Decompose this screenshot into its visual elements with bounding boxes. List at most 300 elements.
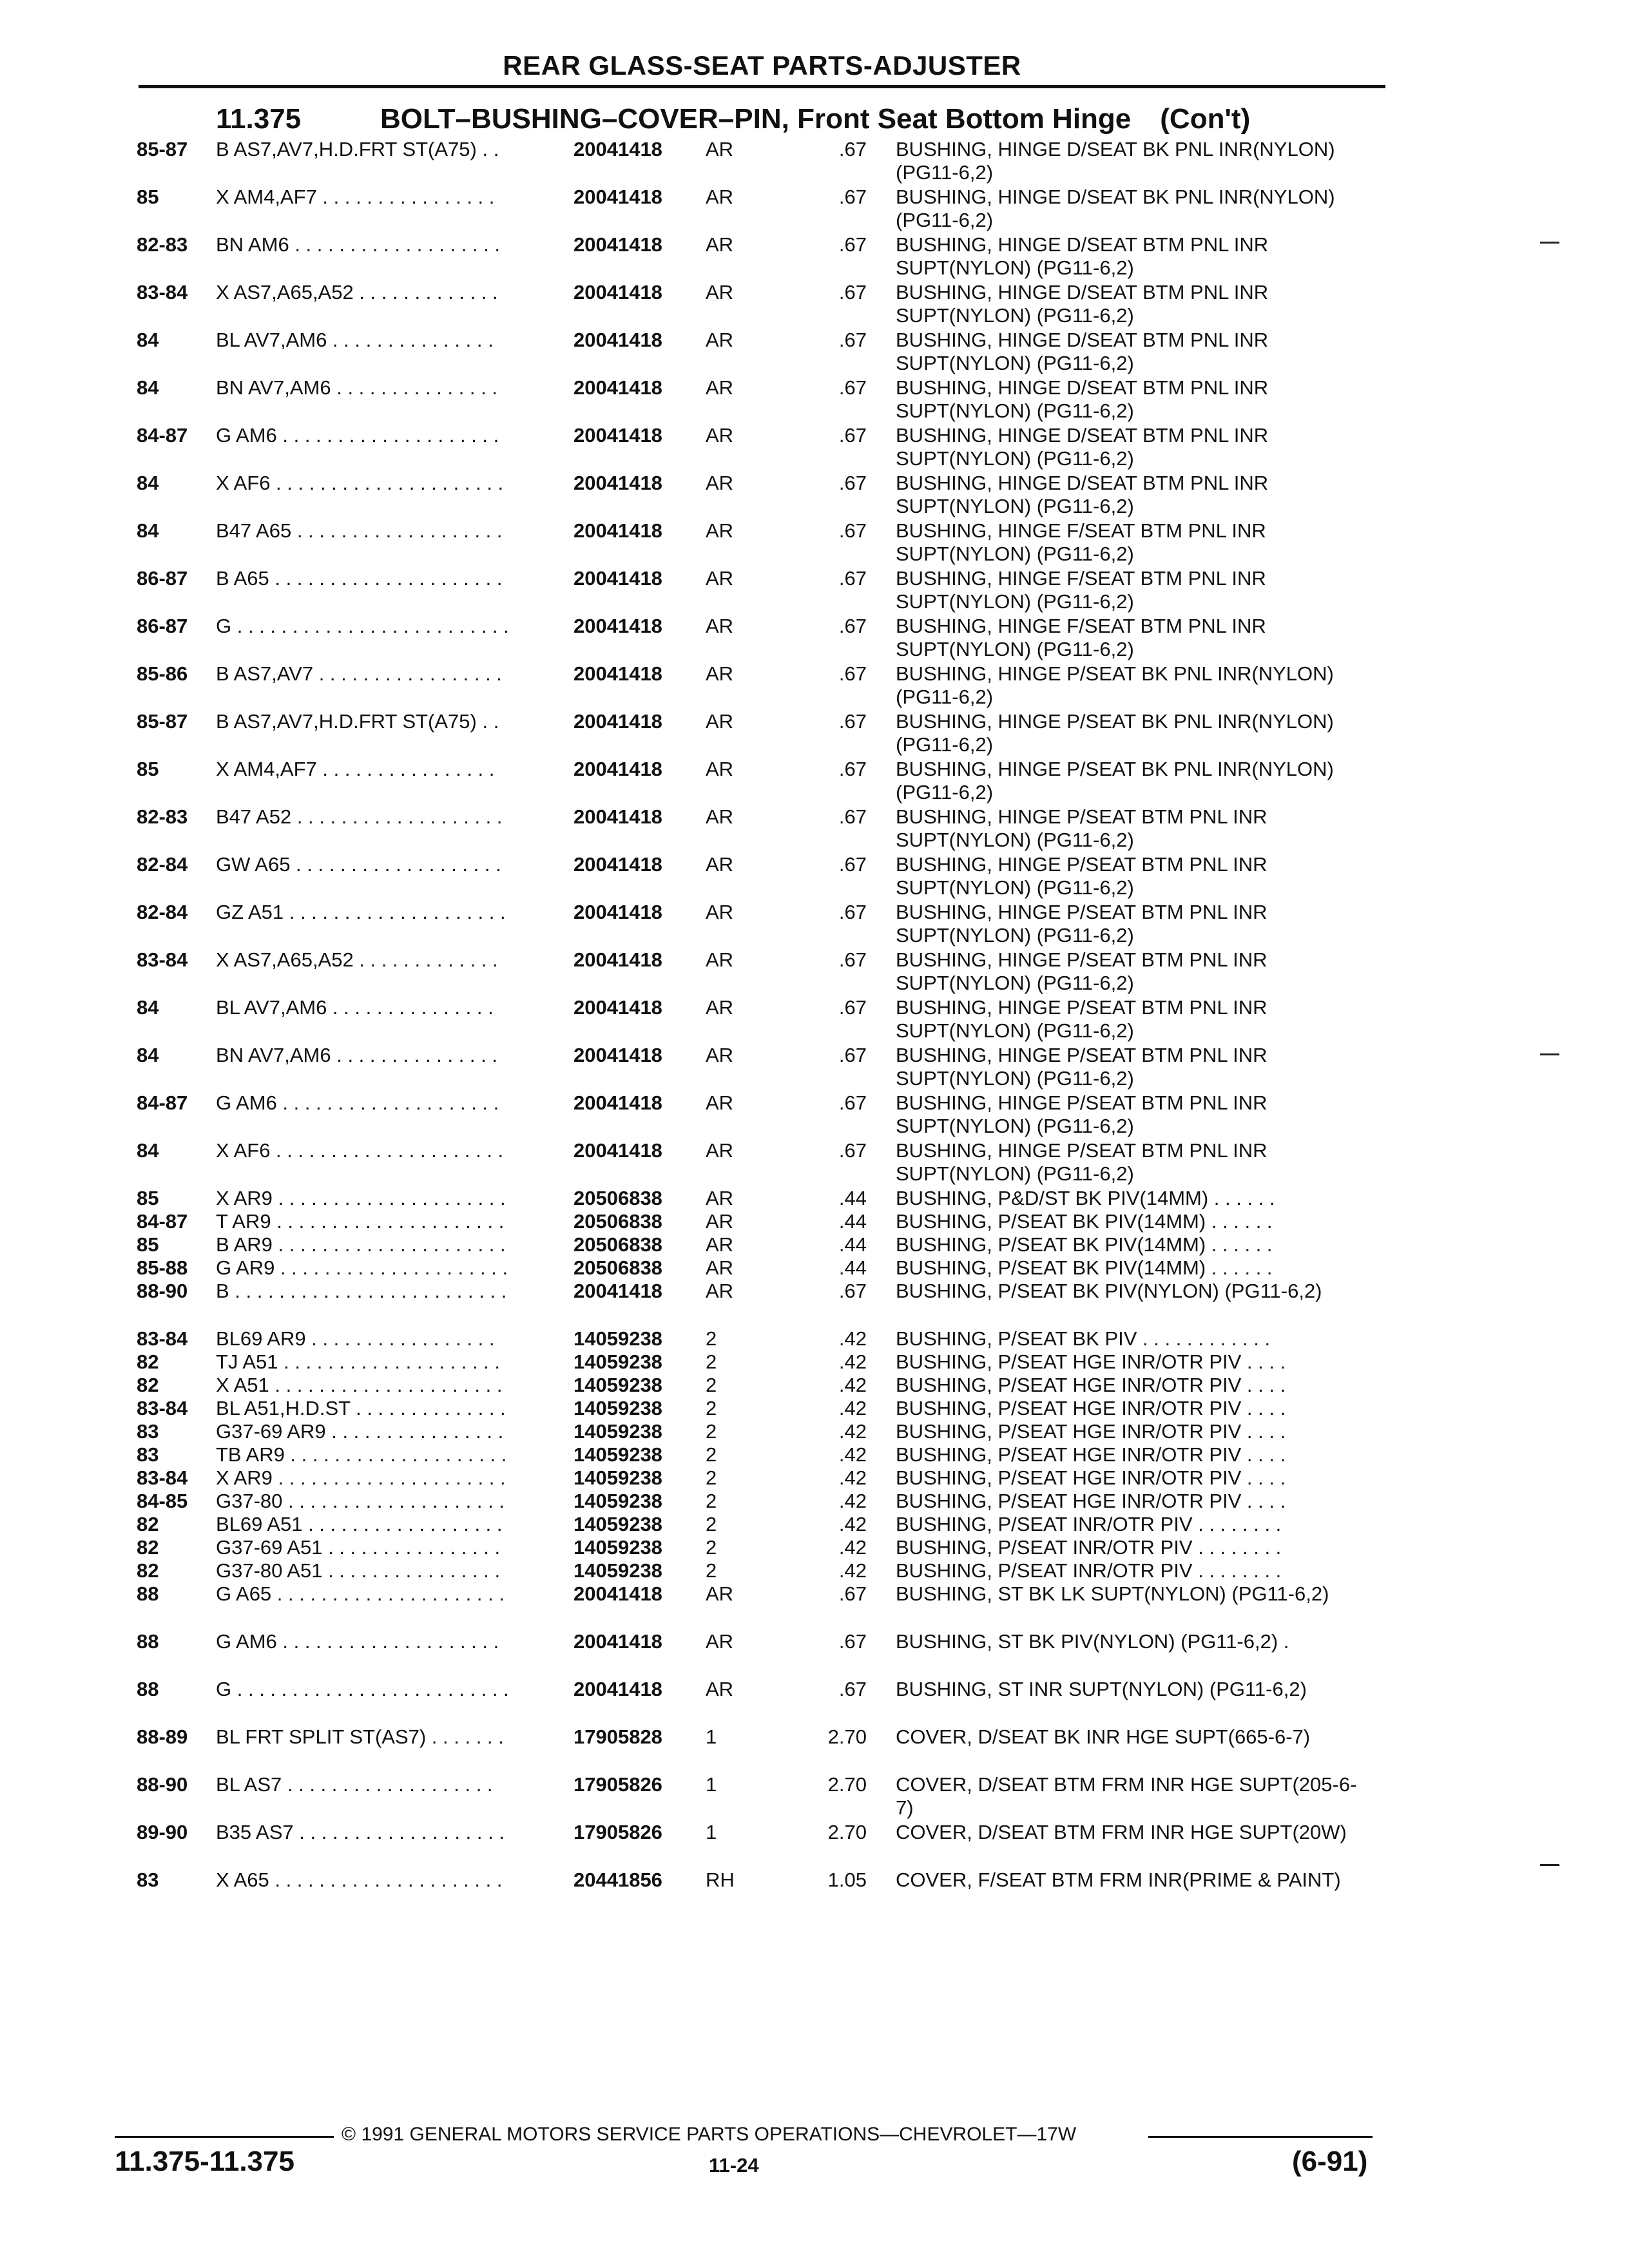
part-row: [0, 233, 1629, 281]
price: .67: [838, 615, 867, 637]
part-name: BUSHING, P/SEAT BK PIV(NYLON) (PG11-6,2): [896, 1280, 1322, 1302]
part-number: 17905826: [574, 1773, 662, 1796]
part-row: [0, 996, 1629, 1044]
part-name: BUSHING, HINGE D/SEAT BK PNL INR(NYLON) (PG11-6,2): [896, 138, 1335, 184]
part-number: 20041418: [574, 615, 662, 637]
year-range: 85-87: [137, 710, 188, 733]
quantity: AR: [706, 519, 734, 542]
price: .67: [838, 186, 867, 208]
quantity: AR: [706, 996, 734, 1019]
part-name: BUSHING, P/SEAT HGE INR/OTR PIV . . . .: [896, 1420, 1286, 1443]
part-row: [0, 1327, 1629, 1350]
part-row: [0, 948, 1629, 996]
part-row: [0, 186, 1629, 233]
model-description: G37-80 . . . . . . . . . . . . . . . . . . . .: [216, 1490, 505, 1512]
quantity: AR: [706, 662, 734, 685]
quantity: AR: [706, 329, 734, 351]
part-name: BUSHING, HINGE D/SEAT BTM PNL INR SUPT(NYLON) (PG11-6,2): [896, 424, 1269, 470]
year-range: 83-84: [137, 281, 188, 303]
margin-mark: [1540, 1864, 1559, 1866]
price: .67: [838, 948, 867, 971]
price: .67: [838, 662, 867, 685]
model-description: G37-69 A51 . . . . . . . . . . . . . . . .: [216, 1536, 501, 1559]
part-name: BUSHING, HINGE D/SEAT BTM PNL INR SUPT(NYLON) (PG11-6,2): [896, 281, 1269, 327]
part-row: [0, 1630, 1629, 1678]
model-description: B AS7,AV7,H.D.FRT ST(A75) . .: [216, 710, 499, 733]
part-row: [0, 1869, 1629, 1916]
quantity: AR: [706, 1044, 734, 1066]
year-range: 84: [137, 996, 159, 1019]
model-description: G AM6 . . . . . . . . . . . . . . . . . . . .: [216, 1630, 499, 1653]
part-row: [0, 1773, 1629, 1821]
model-description: X AM4,AF7 . . . . . . . . . . . . . . . .: [216, 758, 495, 780]
quantity: AR: [706, 424, 734, 447]
year-range: 86-87: [137, 567, 188, 590]
part-number: 14059238: [574, 1490, 662, 1512]
quantity: AR: [706, 281, 734, 303]
year-range: 82-83: [137, 805, 188, 828]
part-row: [0, 1678, 1629, 1725]
quantity: 1: [706, 1773, 717, 1796]
part-name: BUSHING, HINGE D/SEAT BTM PNL INR SUPT(NYLON) (PG11-6,2): [896, 329, 1269, 374]
part-name: BUSHING, HINGE P/SEAT BK PNL INR(NYLON) (PG11-6,2): [896, 662, 1334, 708]
price: .67: [838, 138, 867, 160]
part-row: [0, 1466, 1629, 1490]
quantity: AR: [706, 233, 734, 256]
year-range: 82: [137, 1374, 159, 1396]
model-description: GZ A51 . . . . . . . . . . . . . . . . . . . .: [216, 901, 506, 923]
part-number: 20041418: [574, 758, 662, 780]
year-range: 84: [137, 519, 159, 542]
price: .42: [838, 1374, 867, 1396]
year-range: 82: [137, 1513, 159, 1535]
part-number: 20506838: [574, 1233, 662, 1256]
quantity: AR: [706, 1678, 734, 1700]
model-description: B AS7,AV7 . . . . . . . . . . . . . . . . .: [216, 662, 502, 685]
part-row: [0, 1443, 1629, 1466]
price: .44: [838, 1187, 867, 1209]
quantity: 2: [706, 1466, 717, 1489]
price: .67: [838, 424, 867, 447]
part-number: 20041418: [574, 1139, 662, 1162]
model-description: BN AM6 . . . . . . . . . . . . . . . . . . .: [216, 233, 500, 256]
part-row: [0, 853, 1629, 901]
part-name: BUSHING, P&D/ST BK PIV(14MM) . . . . . .: [896, 1187, 1275, 1209]
part-number: 14059238: [574, 1536, 662, 1559]
model-description: B35 AS7 . . . . . . . . . . . . . . . . . . .: [216, 1821, 505, 1843]
price: 2.70: [827, 1725, 867, 1748]
price: .42: [838, 1490, 867, 1512]
price: .67: [838, 758, 867, 780]
price: .44: [838, 1256, 867, 1279]
part-name: BUSHING, HINGE P/SEAT BK PNL INR(NYLON) (PG11-6,2): [896, 758, 1334, 803]
part-name: BUSHING, P/SEAT HGE INR/OTR PIV . . . .: [896, 1490, 1286, 1512]
quantity: AR: [706, 1280, 734, 1302]
price: .67: [838, 1678, 867, 1700]
part-row: [0, 376, 1629, 424]
part-number: 20041418: [574, 1630, 662, 1653]
part-number: 20041418: [574, 710, 662, 733]
year-range: 85: [137, 758, 159, 780]
part-row: [0, 1513, 1629, 1536]
part-row: [0, 1374, 1629, 1397]
part-number: 20041418: [574, 329, 662, 351]
price: .67: [838, 472, 867, 494]
price: .67: [838, 329, 867, 351]
part-name: BUSHING, HINGE F/SEAT BTM PNL INR SUPT(NYLON) (PG11-6,2): [896, 567, 1266, 613]
part-row: [0, 615, 1629, 662]
model-description: X A51 . . . . . . . . . . . . . . . . . . . . .: [216, 1374, 503, 1396]
quantity: 2: [706, 1350, 717, 1373]
year-range: 82: [137, 1559, 159, 1582]
quantity: AR: [706, 1139, 734, 1162]
part-row: [0, 1559, 1629, 1582]
year-range: 83-84: [137, 1327, 188, 1350]
quantity: AR: [706, 472, 734, 494]
quantity: AR: [706, 138, 734, 160]
section-title: BOLT–BUSHING–COVER–PIN, Front Seat Bottom Hinge: [380, 103, 1132, 135]
year-range: 82-84: [137, 853, 188, 876]
part-number: 14059238: [574, 1327, 662, 1350]
part-row: [0, 662, 1629, 710]
part-row: [0, 805, 1629, 853]
part-name: COVER, D/SEAT BK INR HGE SUPT(665-6-7): [896, 1725, 1311, 1748]
price: .67: [838, 233, 867, 256]
part-name: COVER, D/SEAT BTM FRM INR HGE SUPT(20W): [896, 1821, 1347, 1843]
part-name: COVER, F/SEAT BTM FRM INR(PRIME & PAINT): [896, 1869, 1341, 1891]
part-name: BUSHING, P/SEAT HGE INR/OTR PIV . . . .: [896, 1350, 1286, 1373]
price: .42: [838, 1327, 867, 1350]
part-name: BUSHING, HINGE P/SEAT BTM PNL INR SUPT(NYLON) (PG11-6,2): [896, 901, 1268, 947]
revision-date: (6-91): [1292, 2146, 1368, 2177]
year-range: 83-84: [137, 1397, 188, 1419]
part-row: [0, 1280, 1629, 1327]
quantity: AR: [706, 710, 734, 733]
part-row: [0, 472, 1629, 519]
year-range: 85-87: [137, 138, 188, 160]
price: 2.70: [827, 1773, 867, 1796]
price: .67: [838, 567, 867, 590]
quantity: AR: [706, 805, 734, 828]
part-number: 17905826: [574, 1821, 662, 1843]
part-name: BUSHING, HINGE D/SEAT BTM PNL INR SUPT(NYLON) (PG11-6,2): [896, 233, 1269, 279]
part-row: [0, 1420, 1629, 1443]
part-number: 20041418: [574, 424, 662, 447]
part-name: BUSHING, P/SEAT HGE INR/OTR PIV . . . .: [896, 1397, 1286, 1419]
year-range: 84-87: [137, 1210, 188, 1233]
part-name: BUSHING, HINGE P/SEAT BTM PNL INR SUPT(NYLON) (PG11-6,2): [896, 996, 1268, 1042]
price: .67: [838, 805, 867, 828]
quantity: 2: [706, 1327, 717, 1350]
quantity: RH: [706, 1869, 735, 1891]
model-description: G AR9 . . . . . . . . . . . . . . . . . . . . .: [216, 1256, 508, 1279]
price: .44: [838, 1233, 867, 1256]
section-heading: [216, 103, 1250, 135]
price: .67: [838, 996, 867, 1019]
part-name: BUSHING, P/SEAT HGE INR/OTR PIV . . . .: [896, 1374, 1286, 1396]
price: .67: [838, 710, 867, 733]
page-number: 11-24: [709, 2154, 759, 2177]
part-name: BUSHING, ST BK PIV(NYLON) (PG11-6,2) .: [896, 1630, 1289, 1653]
part-name: BUSHING, HINGE P/SEAT BTM PNL INR SUPT(NYLON) (PG11-6,2): [896, 853, 1268, 899]
model-description: G37-80 A51 . . . . . . . . . . . . . . . .: [216, 1559, 501, 1582]
quantity: AR: [706, 948, 734, 971]
year-range: 82: [137, 1350, 159, 1373]
model-description: X AS7,A65,A52 . . . . . . . . . . . . .: [216, 948, 498, 971]
price: .67: [838, 1139, 867, 1162]
year-range: 85: [137, 1187, 159, 1209]
part-name: BUSHING, HINGE D/SEAT BTM PNL INR SUPT(NYLON) (PG11-6,2): [896, 472, 1269, 517]
quantity: AR: [706, 567, 734, 590]
price: .67: [838, 1582, 867, 1605]
margin-mark: [1540, 1053, 1559, 1055]
section-continued: (Con't): [1160, 103, 1251, 135]
part-number: 14059238: [574, 1374, 662, 1396]
quantity: AR: [706, 1233, 734, 1256]
year-range: 84: [137, 1044, 159, 1066]
quantity: 2: [706, 1559, 717, 1582]
year-range: 82: [137, 1536, 159, 1559]
part-number: 20041418: [574, 233, 662, 256]
part-row: [0, 1256, 1629, 1280]
model-description: B AR9 . . . . . . . . . . . . . . . . . . . . .: [216, 1233, 506, 1256]
model-description: X AM4,AF7 . . . . . . . . . . . . . . . .: [216, 186, 495, 208]
year-range: 88: [137, 1630, 159, 1653]
part-name: BUSHING, HINGE D/SEAT BK PNL INR(NYLON) (PG11-6,2): [896, 186, 1335, 231]
model-description: BL FRT SPLIT ST(AS7) . . . . . . .: [216, 1725, 504, 1748]
copyright-notice: © 1991 GENERAL MOTORS SERVICE PARTS OPERATIONS—CHEVROLET—17W: [342, 2124, 1077, 2145]
year-range: 88: [137, 1582, 159, 1605]
part-row: [0, 1350, 1629, 1374]
year-range: 82-84: [137, 901, 188, 923]
year-range: 88-89: [137, 1725, 188, 1748]
model-description: G AM6 . . . . . . . . . . . . . . . . . . . .: [216, 1091, 499, 1114]
year-range: 82-83: [137, 233, 188, 256]
year-range: 85: [137, 1233, 159, 1256]
part-number: 20041418: [574, 186, 662, 208]
year-range: 83: [137, 1869, 159, 1891]
model-description: BL69 A51 . . . . . . . . . . . . . . . . . .: [216, 1513, 503, 1535]
year-range: 89-90: [137, 1821, 188, 1843]
quantity: 2: [706, 1374, 717, 1396]
part-row: [0, 567, 1629, 615]
year-range: 84-87: [137, 1091, 188, 1114]
price: .42: [838, 1466, 867, 1489]
quantity: AR: [706, 1582, 734, 1605]
year-range: 88-90: [137, 1773, 188, 1796]
part-number: 20506838: [574, 1187, 662, 1209]
quantity: 2: [706, 1443, 717, 1466]
model-description: B47 A52 . . . . . . . . . . . . . . . . . . .: [216, 805, 503, 828]
part-number: 14059238: [574, 1397, 662, 1419]
model-description: BN AV7,AM6 . . . . . . . . . . . . . . .: [216, 1044, 497, 1066]
part-row: [0, 1139, 1629, 1187]
part-row: [0, 1210, 1629, 1233]
part-number: 20041418: [574, 948, 662, 971]
part-row: [0, 424, 1629, 472]
price: .42: [838, 1420, 867, 1443]
price: .42: [838, 1350, 867, 1373]
part-number: 20041418: [574, 281, 662, 303]
part-row: [0, 1397, 1629, 1420]
model-description: BL AV7,AM6 . . . . . . . . . . . . . . .: [216, 329, 494, 351]
price: .67: [838, 1044, 867, 1066]
quantity: AR: [706, 186, 734, 208]
part-number: 20041418: [574, 1091, 662, 1114]
part-name: BUSHING, HINGE P/SEAT BTM PNL INR SUPT(NYLON) (PG11-6,2): [896, 948, 1268, 994]
quantity: AR: [706, 376, 734, 399]
year-range: 88-90: [137, 1280, 188, 1302]
part-number: 20041418: [574, 138, 662, 160]
model-description: X AR9 . . . . . . . . . . . . . . . . . . . . .: [216, 1466, 506, 1489]
part-name: BUSHING, HINGE P/SEAT BK PNL INR(NYLON) (PG11-6,2): [896, 710, 1334, 756]
part-name: BUSHING, P/SEAT HGE INR/OTR PIV . . . .: [896, 1443, 1286, 1466]
year-range: 86-87: [137, 615, 188, 637]
quantity: 2: [706, 1536, 717, 1559]
year-range: 84: [137, 376, 159, 399]
part-row: [0, 519, 1629, 567]
part-row: [0, 758, 1629, 805]
part-number: 20041418: [574, 901, 662, 923]
model-description: G37-69 AR9 . . . . . . . . . . . . . . . .: [216, 1420, 504, 1443]
margin-mark: [1540, 242, 1559, 244]
price: .67: [838, 901, 867, 923]
quantity: 2: [706, 1513, 717, 1535]
model-description: X A65 . . . . . . . . . . . . . . . . . . . . .: [216, 1869, 503, 1891]
price: .67: [838, 1630, 867, 1653]
part-name: BUSHING, P/SEAT INR/OTR PIV . . . . . . . .: [896, 1559, 1282, 1582]
price: .42: [838, 1513, 867, 1535]
price: .67: [838, 376, 867, 399]
year-range: 84-85: [137, 1490, 188, 1512]
parts-list: [0, 138, 1629, 1916]
part-name: BUSHING, HINGE P/SEAT BTM PNL INR SUPT(NYLON) (PG11-6,2): [896, 1044, 1268, 1090]
model-description: BL AS7 . . . . . . . . . . . . . . . . . . .: [216, 1773, 493, 1796]
quantity: AR: [706, 758, 734, 780]
quantity: AR: [706, 615, 734, 637]
price: .67: [838, 281, 867, 303]
part-name: BUSHING, P/SEAT BK PIV(14MM) . . . . . .: [896, 1210, 1273, 1233]
year-range: 83: [137, 1420, 159, 1443]
quantity: AR: [706, 853, 734, 876]
year-range: 83-84: [137, 1466, 188, 1489]
section-number: 11.375: [216, 103, 302, 135]
quantity: AR: [706, 1091, 734, 1114]
part-row: [0, 1044, 1629, 1091]
year-range: 84: [137, 1139, 159, 1162]
model-description: GW A65 . . . . . . . . . . . . . . . . . . .: [216, 853, 501, 876]
part-row: [0, 1536, 1629, 1559]
quantity: AR: [706, 1256, 734, 1279]
part-number: 20041418: [574, 805, 662, 828]
model-description: BL AV7,AM6 . . . . . . . . . . . . . . .: [216, 996, 494, 1019]
model-description: X AS7,A65,A52 . . . . . . . . . . . . .: [216, 281, 498, 303]
model-description: X AF6 . . . . . . . . . . . . . . . . . . . . .: [216, 1139, 504, 1162]
page-title: REAR GLASS-SEAT PARTS-ADJUSTER: [503, 50, 1021, 81]
model-description: G . . . . . . . . . . . . . . . . . . . . . . . . .: [216, 1678, 509, 1700]
price: .67: [838, 853, 867, 876]
part-row: [0, 1490, 1629, 1513]
part-name: BUSHING, ST BK LK SUPT(NYLON) (PG11-6,2): [896, 1582, 1329, 1605]
part-name: BUSHING, HINGE D/SEAT BTM PNL INR SUPT(NYLON) (PG11-6,2): [896, 376, 1269, 422]
part-number: 14059238: [574, 1443, 662, 1466]
price: .67: [838, 1091, 867, 1114]
quantity: 1: [706, 1821, 717, 1843]
price: .44: [838, 1210, 867, 1233]
part-number: 14059238: [574, 1350, 662, 1373]
part-number: 20041418: [574, 1678, 662, 1700]
part-number: 20041418: [574, 519, 662, 542]
model-description: B47 A65 . . . . . . . . . . . . . . . . . . .: [216, 519, 503, 542]
model-description: BL A51,H.D.ST . . . . . . . . . . . . . .: [216, 1397, 506, 1419]
part-number: 20506838: [574, 1210, 662, 1233]
part-number: 20041418: [574, 1044, 662, 1066]
year-range: 84: [137, 329, 159, 351]
part-name: BUSHING, P/SEAT BK PIV . . . . . . . . . . . .: [896, 1327, 1271, 1350]
model-description: TJ A51 . . . . . . . . . . . . . . . . . . . .: [216, 1350, 501, 1373]
part-row: [0, 710, 1629, 758]
part-row: [0, 1187, 1629, 1210]
price: .42: [838, 1443, 867, 1466]
part-row: [0, 1821, 1629, 1869]
part-number: 20441856: [574, 1869, 662, 1891]
part-number: 14059238: [574, 1466, 662, 1489]
quantity: AR: [706, 1630, 734, 1653]
year-range: 85-88: [137, 1256, 188, 1279]
part-name: BUSHING, HINGE P/SEAT BTM PNL INR SUPT(NYLON) (PG11-6,2): [896, 1091, 1268, 1137]
part-row: [0, 1725, 1629, 1773]
price: .42: [838, 1397, 867, 1419]
quantity: 2: [706, 1420, 717, 1443]
quantity: 2: [706, 1397, 717, 1419]
part-number: 17905828: [574, 1725, 662, 1748]
part-name: BUSHING, P/SEAT BK PIV(14MM) . . . . . .: [896, 1233, 1273, 1256]
year-range: 88: [137, 1678, 159, 1700]
footer-rule-right: [1148, 2136, 1373, 2138]
year-range: 85-86: [137, 662, 188, 685]
part-number: 20041418: [574, 1582, 662, 1605]
part-row: [0, 281, 1629, 329]
model-description: B . . . . . . . . . . . . . . . . . . . . . . . . .: [216, 1280, 507, 1302]
price: 2.70: [827, 1821, 867, 1843]
quantity: 2: [706, 1490, 717, 1512]
model-description: G A65 . . . . . . . . . . . . . . . . . . . . .: [216, 1582, 505, 1605]
model-description: G . . . . . . . . . . . . . . . . . . . . . . . . .: [216, 615, 509, 637]
model-description: G AM6 . . . . . . . . . . . . . . . . . . . .: [216, 424, 499, 447]
price: .67: [838, 1280, 867, 1302]
part-number: 20041418: [574, 996, 662, 1019]
part-name: COVER, D/SEAT BTM FRM INR HGE SUPT(205-6-7): [896, 1773, 1357, 1819]
year-range: 84: [137, 472, 159, 494]
section-range: 11.375-11.375: [115, 2146, 294, 2177]
part-row: [0, 329, 1629, 376]
quantity: AR: [706, 1210, 734, 1233]
part-name: BUSHING, P/SEAT BK PIV(14MM) . . . . . .: [896, 1256, 1273, 1279]
part-row: [0, 138, 1629, 186]
part-number: 20041418: [574, 1280, 662, 1302]
year-range: 85: [137, 186, 159, 208]
part-number: 14059238: [574, 1513, 662, 1535]
part-row: [0, 1233, 1629, 1256]
year-range: 83: [137, 1443, 159, 1466]
part-name: BUSHING, HINGE F/SEAT BTM PNL INR SUPT(NYLON) (PG11-6,2): [896, 615, 1266, 660]
part-row: [0, 901, 1629, 948]
part-name: BUSHING, HINGE P/SEAT BTM PNL INR SUPT(NYLON) (PG11-6,2): [896, 1139, 1268, 1185]
model-description: X AF6 . . . . . . . . . . . . . . . . . . . . .: [216, 472, 504, 494]
quantity: AR: [706, 1187, 734, 1209]
part-number: 20041418: [574, 567, 662, 590]
part-name: BUSHING, ST INR SUPT(NYLON) (PG11-6,2): [896, 1678, 1307, 1700]
